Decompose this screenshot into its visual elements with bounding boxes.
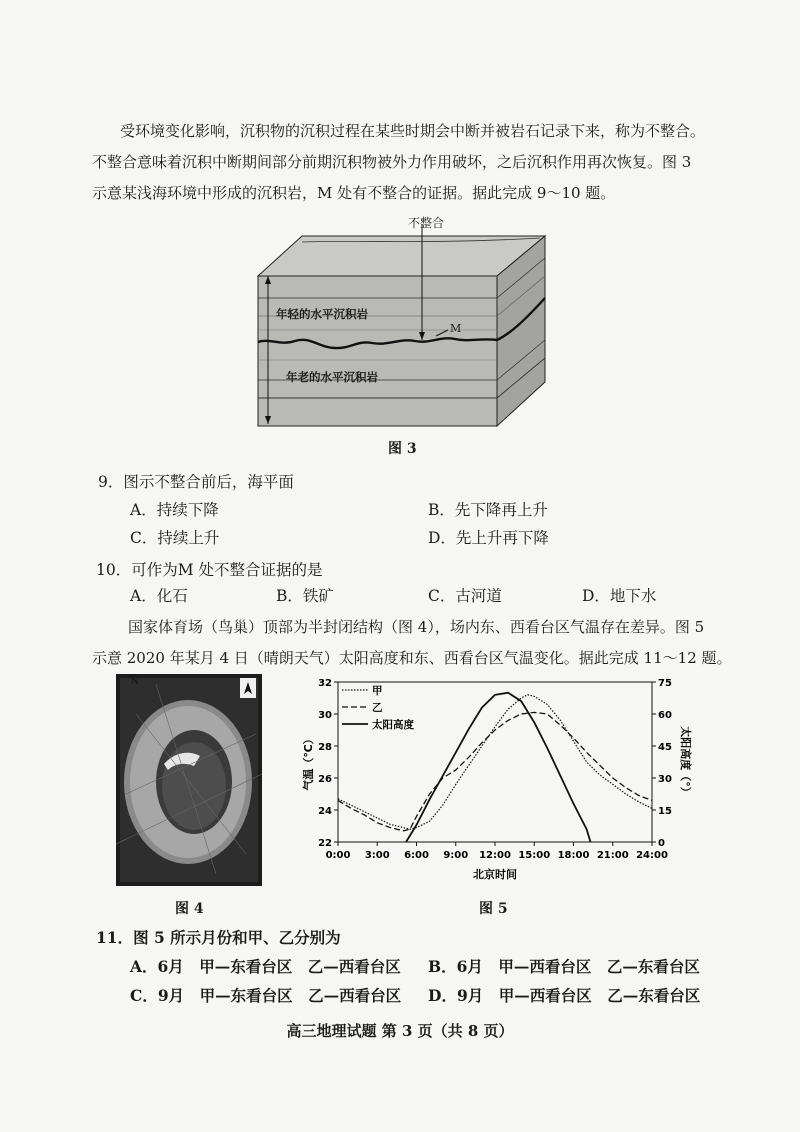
x-axis-label: 北京时间 bbox=[473, 868, 517, 881]
question-9-option-b: B．先下降再上升 bbox=[428, 501, 548, 519]
y-right-tick-label: 75 bbox=[658, 678, 672, 689]
y-left-tick-label: 26 bbox=[318, 774, 332, 785]
question-9-option-d: D．先上升再下降 bbox=[428, 529, 549, 547]
figure-3-caption: 图 3 bbox=[388, 441, 417, 457]
intro-line-2: 不整合意味着沉积中断期间部分前期沉积物被外力作用破坏，之后沉积作用再次恢复。图 3 bbox=[92, 153, 692, 171]
question-9-option-a: A．持续下降 bbox=[130, 501, 219, 519]
x-tick-label: 6:00 bbox=[404, 850, 429, 861]
label-unconformity: 不整合 bbox=[408, 216, 445, 230]
question-10-stem: 10．可作为M 处不整合证据的是 bbox=[96, 561, 323, 579]
y-left-tick-label: 22 bbox=[318, 838, 332, 849]
x-tick-label: 9:00 bbox=[443, 850, 469, 861]
figure-5-caption: 图 5 bbox=[479, 901, 508, 917]
question-10-option-a: A．化石 bbox=[130, 587, 188, 605]
y-left-tick-label: 28 bbox=[318, 742, 332, 753]
intro-line-1: 受环境变化影响，沉积物的沉积过程在某些时期会中断并被岩石记录下来，称为不整合。 bbox=[120, 122, 706, 140]
question-9-stem: 9．图示不整合前后，海平面 bbox=[98, 473, 294, 491]
question-11-option-a: A．6月 甲—东看台区 乙—西看台区 bbox=[130, 957, 401, 976]
x-tick-label: 21:00 bbox=[596, 850, 629, 861]
x-tick-label: 24:00 bbox=[636, 850, 668, 861]
question-10-option-c: C．古河道 bbox=[428, 587, 502, 605]
y-right-tick-label: 60 bbox=[658, 710, 672, 721]
y-right-tick-label: 15 bbox=[658, 806, 672, 817]
label-m: M bbox=[450, 322, 462, 335]
question-11-option-c: C．9月 甲—东看台区 乙—西看台区 bbox=[130, 986, 402, 1005]
x-tick-label: 3:00 bbox=[364, 850, 390, 861]
legend-label-2: 太阳高度 bbox=[372, 719, 414, 731]
intro2-line-2: 示意 2020 年某月 4 日（晴朗天气）太阳高度和东、西看台区气温变化。据此完成 11～12 题。 bbox=[92, 649, 732, 667]
legend-label-0: 甲 bbox=[372, 685, 383, 697]
legend-label-1: 乙 bbox=[372, 702, 383, 714]
question-9-option-c: C．持续上升 bbox=[130, 529, 220, 547]
y-left-axis-label: 气温（℃） bbox=[302, 733, 315, 791]
north-label: N bbox=[130, 677, 140, 687]
question-10-option-b: B．铁矿 bbox=[276, 587, 334, 605]
series-line-0 bbox=[338, 695, 652, 829]
plot-frame bbox=[338, 682, 652, 842]
figure-5-chart bbox=[300, 670, 700, 892]
label-young-rock: 年轻的水平沉积岩 bbox=[276, 307, 368, 321]
figure-4-caption: 图 4 bbox=[175, 901, 204, 917]
x-tick-label: 12:00 bbox=[479, 850, 511, 861]
series-line-2 bbox=[406, 693, 591, 842]
page-footer: 高三地理试题 第 3 页（共 8 页） bbox=[286, 1022, 514, 1040]
question-11-stem: 11．图 5 所示月份和甲、乙分别为 bbox=[96, 928, 341, 947]
y-left-tick-label: 32 bbox=[318, 678, 332, 689]
y-right-axis-label: 太阳高度（°） bbox=[679, 726, 692, 798]
intro2-line-1: 国家体育场（鸟巢）顶部为半封闭结构（图 4），场内东、西看台区气温存在差异。图 5 bbox=[128, 618, 705, 636]
question-10-option-d: D．地下水 bbox=[582, 587, 657, 605]
x-tick-label: 18:00 bbox=[557, 850, 590, 861]
x-tick-label: 15:00 bbox=[518, 850, 551, 861]
question-11-option-b: B．6月 甲—西看台区 乙—东看台区 bbox=[428, 957, 700, 976]
intro-line-3: 示意某浅海环境中形成的沉积岩，M 处有不整合的证据。据此完成 9～10 题。 bbox=[92, 184, 616, 202]
y-right-tick-label: 45 bbox=[658, 742, 672, 753]
label-old-rock: 年老的水平沉积岩 bbox=[286, 370, 378, 384]
figure-4-photo bbox=[116, 674, 262, 886]
figure-3-diagram bbox=[240, 212, 560, 432]
x-tick-label: 0:00 bbox=[325, 850, 351, 861]
y-left-tick-label: 24 bbox=[318, 806, 332, 817]
y-right-tick-label: 0 bbox=[658, 838, 665, 849]
y-right-tick-label: 30 bbox=[658, 774, 672, 785]
question-11-option-d: D．9月 甲—西看台区 乙—东看台区 bbox=[428, 986, 701, 1005]
y-left-tick-label: 30 bbox=[318, 710, 332, 721]
